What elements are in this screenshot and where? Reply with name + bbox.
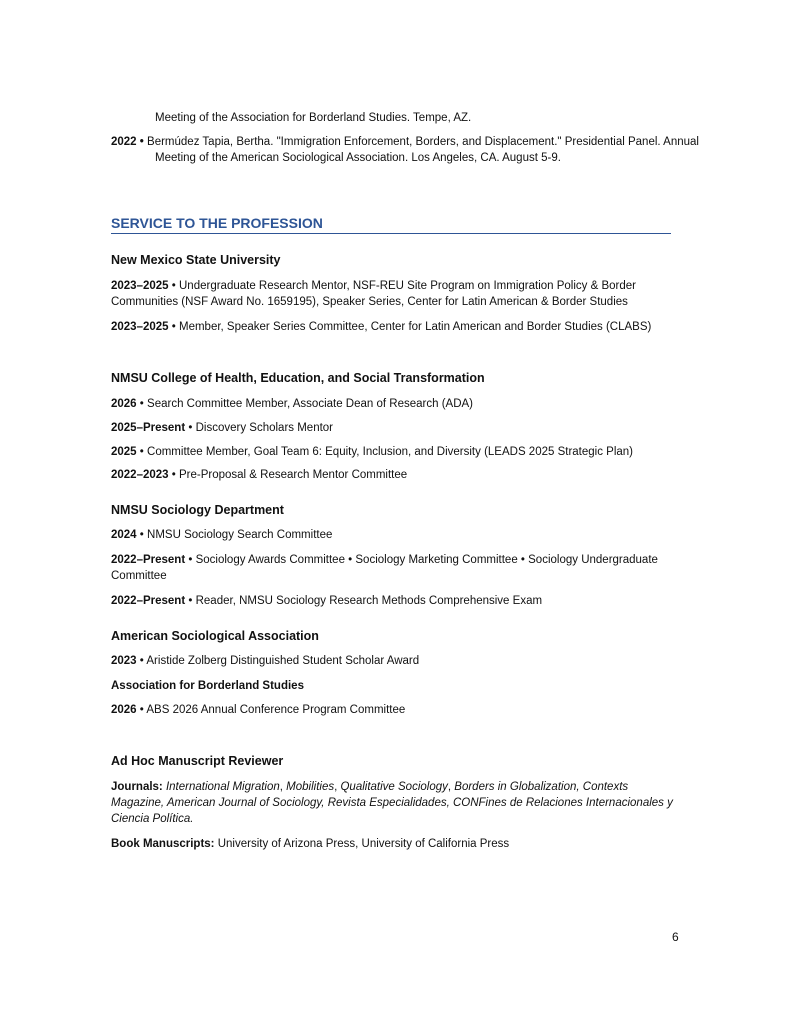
item-text: ABS 2026 Annual Conference Program Committee — [146, 704, 406, 716]
item-text: Search Committee Member, Associate Dean of Research (ADA) — [147, 398, 473, 410]
group-heading-asa: American Sociological Association — [111, 629, 319, 643]
entry-text: Bermúdez Tapia, Bertha. "Immigration Enforcement, Borders, and Displacement." Presidential Panel. Annual Meeting of the American Sociological Association. Los Angeles, CA. August 5-9. — [147, 136, 699, 164]
books-label: Book Manuscripts: — [111, 838, 215, 850]
journal-sep: , — [334, 781, 341, 793]
presentation-entry-2022 — [111, 134, 725, 166]
item-years: 2022–Present — [111, 554, 186, 566]
group-heading-soc-dept: NMSU Sociology Department — [111, 503, 284, 517]
group-heading-abs: Association for Borderland Studies — [111, 680, 304, 692]
item-years: 2022–Present — [111, 595, 186, 607]
group-heading-reviewer: Ad Hoc Manuscript Reviewer — [111, 754, 284, 768]
item-bullet: • — [171, 469, 176, 481]
entry-bullet: • — [139, 136, 144, 148]
journal-name: Borders in Globalization, Contexts Magazine, American Journal of Sociology, Revista Especialidades, CONFines de Relaciones Internacionales y Ciencia Política. — [111, 781, 673, 825]
item-bullet: • — [139, 655, 144, 667]
item-years: 2022–2023 — [111, 469, 169, 481]
journal-name: Mobilities — [286, 781, 335, 793]
item-bullet: • — [139, 398, 144, 410]
group-heading-college: NMSU College of Health, Education, and Social Transformation — [111, 371, 485, 385]
item-text: Committee Member, Goal Team 6: Equity, Inclusion, and Diversity (LEADS 2025 Strategic Plan) — [147, 446, 634, 458]
item-text: Reader, NMSU Sociology Research Methods Comprehensive Exam — [195, 595, 543, 607]
item-years: 2026 — [111, 704, 137, 716]
item-text: Sociology Awards Committee • Sociology Marketing Committee • Sociology Undergraduate Committee — [111, 554, 658, 582]
continuation-line: Meeting of the Association for Borderland Studies. Tempe, AZ. — [155, 112, 472, 124]
service-item — [111, 653, 681, 669]
service-item — [111, 467, 681, 483]
item-years: 2026 — [111, 398, 137, 410]
item-text: Member, Speaker Series Committee, Center for Latin American and Border Studies (CLABS) — [179, 321, 652, 333]
item-bullet: • — [139, 446, 144, 458]
item-years: 2025 — [111, 446, 137, 458]
service-item — [111, 319, 681, 335]
group-heading-nmsu: New Mexico State University — [111, 253, 281, 267]
service-item — [111, 552, 681, 584]
item-years: 2024 — [111, 529, 137, 541]
item-bullet: • — [188, 422, 193, 434]
item-bullet: • — [188, 554, 193, 566]
entry-year: 2022 — [111, 136, 137, 148]
journals-label: Journals: — [111, 781, 163, 793]
item-bullet: • — [171, 321, 176, 333]
item-bullet: • — [188, 595, 193, 607]
service-item — [111, 444, 681, 460]
journal-sep: , — [279, 781, 287, 793]
item-bullet: • — [139, 704, 144, 716]
item-years: 2023 — [111, 655, 137, 667]
item-text: Aristide Zolberg Distinguished Student Scholar Award — [146, 655, 420, 667]
page-number: 6 — [672, 930, 679, 944]
item-years: 2025–Present — [111, 422, 186, 434]
journal-name: International Migration — [165, 781, 280, 793]
service-item — [111, 702, 681, 718]
item-bullet: • — [139, 529, 144, 541]
item-text: Undergraduate Research Mentor, NSF-REU Site Program on Immigration Policy & Border Communities (NSF Award No. 1659195), Speaker Series, Center for Latin American & Border Studies — [111, 280, 636, 308]
service-item — [111, 396, 681, 412]
item-years: 2023–2025 — [111, 321, 169, 333]
item-text: NMSU Sociology Search Committee — [147, 529, 333, 541]
service-item — [111, 278, 681, 310]
item-bullet: • — [171, 280, 176, 292]
item-text: Pre-Proposal & Research Mentor Committee — [179, 469, 408, 481]
service-item — [111, 527, 681, 543]
item-years: 2023–2025 — [111, 280, 169, 292]
books-line — [111, 836, 681, 852]
service-item — [111, 593, 681, 609]
service-item — [111, 420, 681, 436]
journal-name: Qualitative Sociology — [340, 781, 448, 793]
section-title: SERVICE TO THE PROFESSION — [111, 214, 671, 234]
journals-line — [111, 779, 683, 827]
item-text: Discovery Scholars Mentor — [195, 422, 334, 434]
journal-sep: , — [447, 781, 455, 793]
books-text: University of Arizona Press, University of California Press — [217, 838, 510, 850]
